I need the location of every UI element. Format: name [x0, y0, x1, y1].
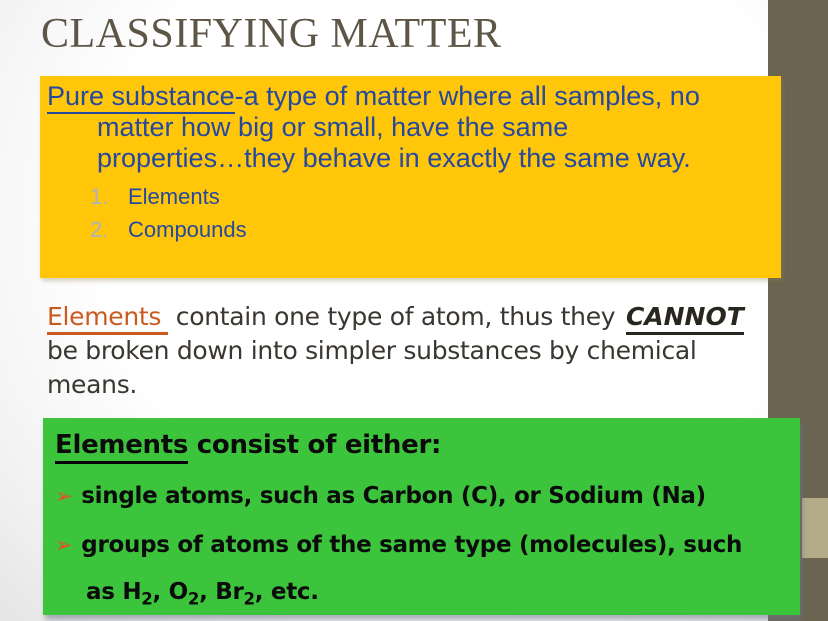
- definition-line-1-text: -a type of matter where all samples, no: [234, 81, 700, 111]
- definition-line-1: [47, 81, 781, 112]
- subscript: 2: [243, 589, 255, 609]
- bullet-groups-atoms-text: groups of atoms of the same type (molecules), such: [81, 532, 743, 558]
- list-label: Compounds: [128, 216, 247, 242]
- consist-heading: [55, 428, 800, 462]
- list-label: Elements: [128, 183, 220, 209]
- pure-substance-box: [40, 76, 781, 278]
- formula-text: , etc.: [254, 579, 319, 605]
- formula-text: as H: [86, 579, 142, 605]
- subscript: 2: [141, 589, 153, 609]
- definition-line-3: properties…they behave in exactly the same way.: [97, 143, 691, 173]
- formula-text: , Br: [199, 579, 244, 605]
- elements-consist-box: [43, 418, 800, 615]
- definition-line-2: matter how big or small, have the same: [97, 112, 569, 142]
- description-line-3: means.: [47, 370, 138, 399]
- list-number: 1.: [90, 183, 109, 209]
- elements-underlined: Elements: [55, 430, 188, 464]
- khaki-accent-square: [802, 498, 828, 558]
- list-item-elements: [47, 180, 781, 213]
- list-number: 2.: [90, 216, 109, 242]
- bullet-groups-atoms: [55, 530, 800, 560]
- elements-description: [47, 300, 787, 402]
- cannot-emphasis: CANNOT: [626, 302, 744, 335]
- list-item-compounds: [47, 213, 781, 246]
- description-line-1-text: contain one type of atom, thus they: [168, 302, 623, 331]
- pure-substance-term: Pure substance: [47, 81, 235, 114]
- subscript: 2: [187, 589, 200, 609]
- elements-term: Elements: [47, 302, 168, 335]
- consist-heading-rest: consist of either:: [188, 430, 442, 460]
- pure-substance-list: [47, 180, 781, 246]
- bullet-single-atoms: [55, 481, 800, 511]
- formula-line: [86, 577, 800, 607]
- bullet-single-atoms-text: single atoms, such as Carbon (C), or Sodium (Na): [81, 483, 706, 509]
- bullet-arrow-icon: ➢: [55, 533, 73, 557]
- description-line-1: [47, 300, 787, 334]
- bullet-arrow-icon: ➢: [55, 484, 73, 508]
- slide-title: CLASSIFYING MATTER: [41, 11, 502, 57]
- formula-text: , O: [152, 579, 188, 605]
- description-line-2: be broken down into simpler substances by chemical: [47, 336, 697, 365]
